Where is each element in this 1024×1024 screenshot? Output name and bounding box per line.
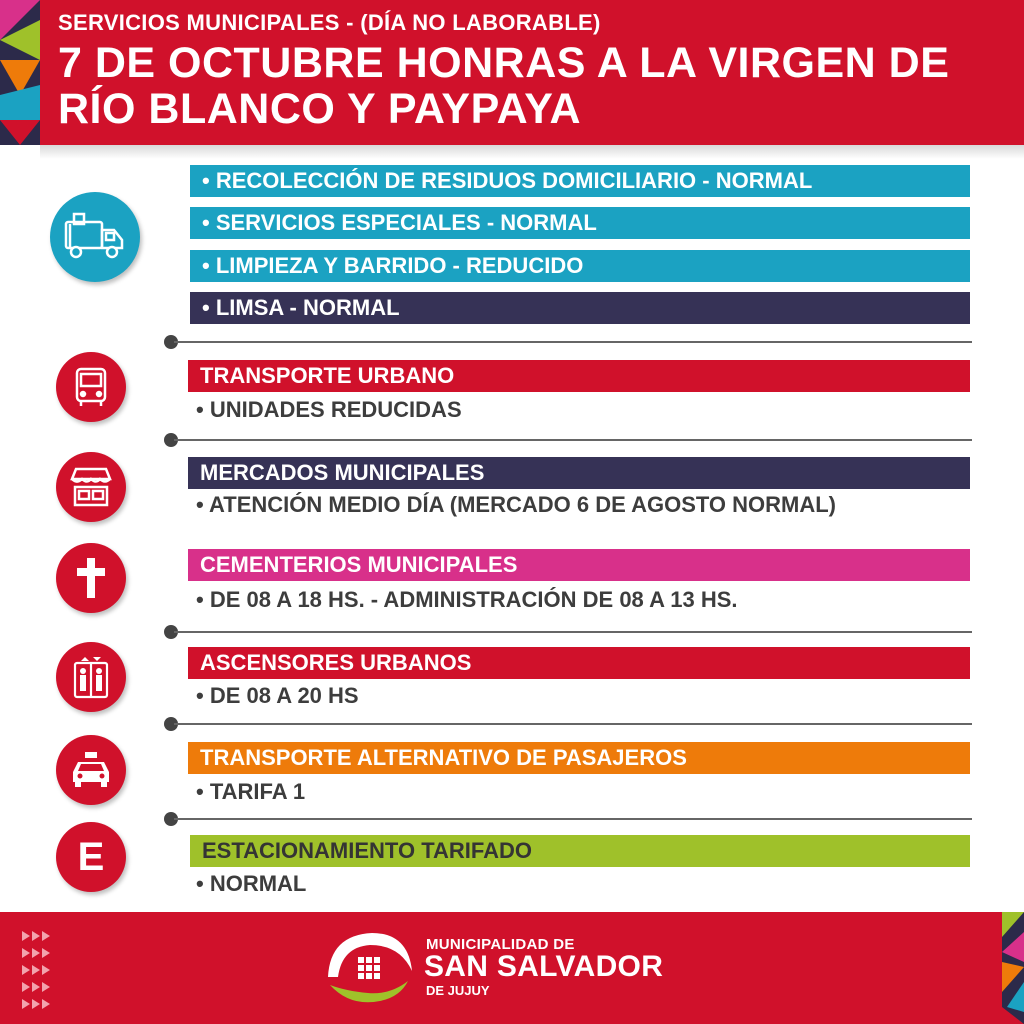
logo-text-line1: MUNICIPALIDAD DE (426, 936, 575, 953)
section-detail-transporte-urbano: • UNIDADES REDUCIDAS (196, 397, 462, 422)
section-detail-mercados: • ATENCIÓN MEDIO DÍA (MERCADO 6 DE AGOSTO NORMAL) (196, 492, 836, 517)
decorative-pattern-icon (0, 0, 40, 145)
logo-text-line2: SAN SALVADOR (424, 950, 664, 983)
separator (164, 433, 972, 447)
section-title-mercados: MERCADOS MUNICIPALES (188, 457, 970, 489)
header-subtitle: SERVICIOS MUNICIPALES - (DÍA NO LABORABLE) (58, 10, 601, 35)
section-detail-cementerios: • DE 08 A 18 HS. - ADMINISTRACIÓN DE 08 A 13 HS. (196, 587, 738, 612)
page-title: 7 DE OCTUBRE HONRAS A LA VIRGEN DE RÍO BLANCO Y PAYPAYA (58, 39, 950, 133)
service-residuos-domiciliario: • RECOLECCIÓN DE RESIDUOS DOMICILIARIO - NORMAL (190, 165, 970, 197)
section-title-estacionamiento: ESTACIONAMIENTO TARIFADO (190, 835, 970, 867)
section-title-cementerios: CEMENTERIOS MUNICIPALES (188, 549, 970, 581)
taxi-icon (56, 735, 126, 805)
municipal-logo-icon (320, 925, 420, 1010)
section-detail-transporte-alternativo: • TARIFA 1 (196, 779, 306, 804)
market-stall-icon (56, 452, 126, 522)
service-especiales: • SERVICIOS ESPECIALES - NORMAL (190, 207, 970, 239)
logo-text-line3: DE JUJUY (426, 983, 490, 998)
section-detail-estacionamiento: • NORMAL (196, 871, 307, 896)
decorative-pattern-icon (1002, 912, 1024, 1024)
section-title-ascensores: ASCENSORES URBANOS (188, 647, 970, 679)
parking-e-icon (56, 822, 126, 892)
separator (164, 625, 972, 639)
separator (164, 717, 972, 731)
header-shadow (40, 145, 1024, 159)
section-detail-ascensores: • DE 08 A 20 HS (196, 683, 359, 708)
service-limsa: • LIMSA - NORMAL (190, 292, 970, 324)
section-title-transporte-alternativo: TRANSPORTE ALTERNATIVO DE PASAJEROS (188, 742, 970, 774)
elevator-icon (56, 642, 126, 712)
separator (164, 812, 972, 826)
cross-icon (56, 543, 126, 613)
bus-icon (56, 352, 126, 422)
separator (164, 335, 972, 349)
service-limpieza-barrido: • LIMPIEZA Y BARRIDO - REDUCIDO (190, 250, 970, 282)
section-title-transporte-urbano: TRANSPORTE URBANO (188, 360, 970, 392)
arrow-decoration-icon (22, 928, 52, 1013)
parking-e-letter: E (77, 834, 105, 879)
header (0, 0, 1024, 145)
garbage-truck-icon (50, 192, 140, 282)
